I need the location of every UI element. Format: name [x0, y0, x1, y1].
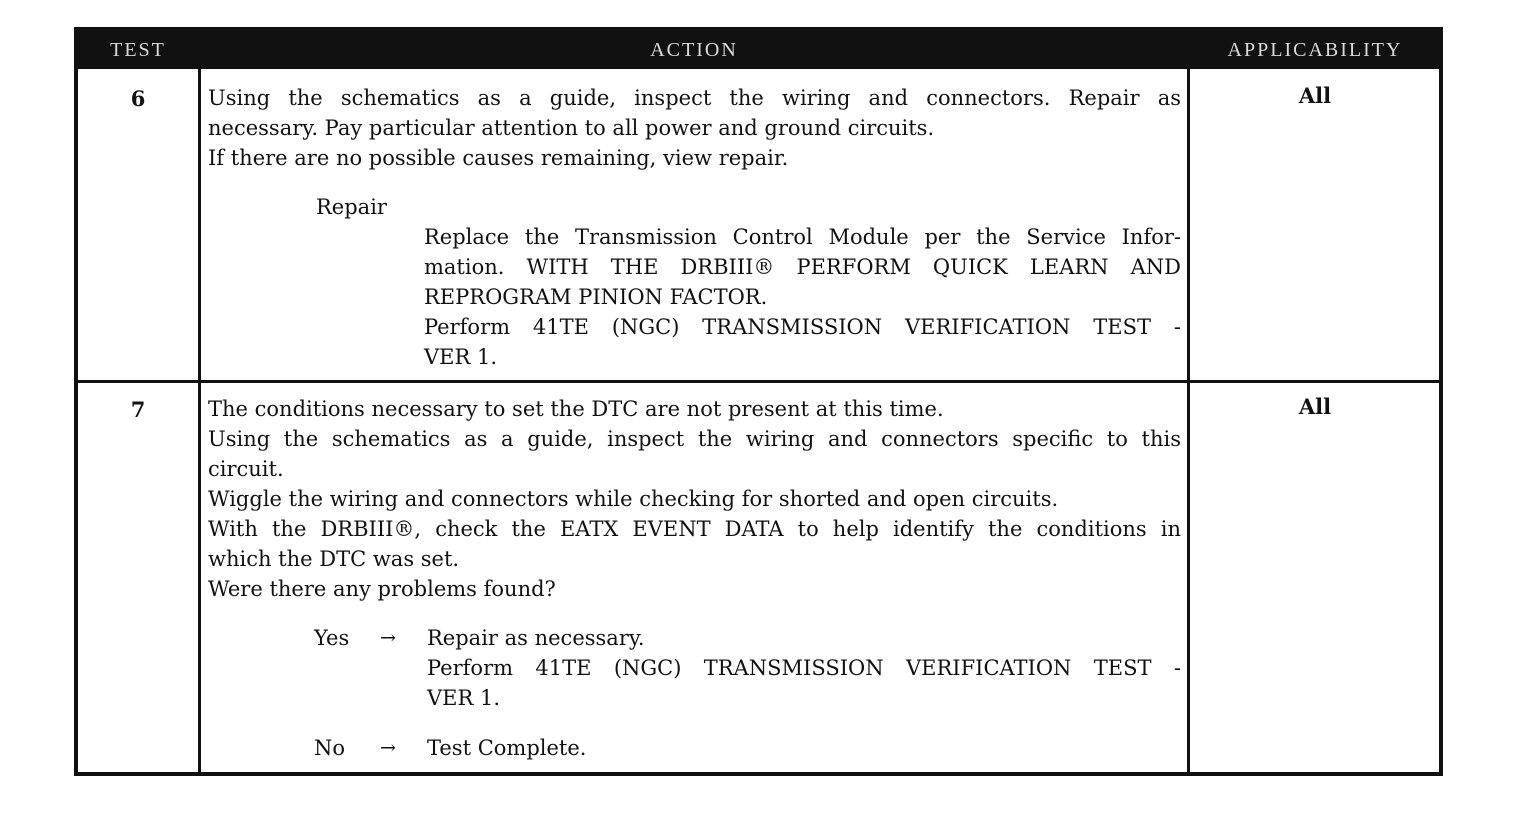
row7-line-5: With the DRBIII®, check the EATX EVENT DATA to help identify the conditions in [208, 517, 1181, 541]
repair-line-3: REPROGRAM PINION FACTOR. [424, 285, 768, 309]
repair-line-4: Perform 41TE (NGC) TRANSMISSION VERIFICATION TEST - [424, 315, 1181, 339]
test-number: 7 [130, 397, 146, 422]
row7-line-4: Wiggle the wiring and connectors while checking for shorted and open circuits. [208, 487, 1059, 511]
row6-line-2: necessary. Pay particular attention to all power and ground circuits. [208, 116, 935, 140]
test-number: 6 [130, 86, 146, 111]
column-divider-test [198, 69, 201, 776]
row6-line-3: If there are no possible causes remaining, view repair. [208, 146, 789, 170]
row7-line-1: The conditions necessary to set the DTC are not present at this time. [208, 397, 944, 421]
arrow-icon: → [380, 627, 396, 649]
table-header [78, 31, 1439, 69]
yes-line-3: VER 1. [427, 686, 501, 710]
arrow-icon: → [380, 737, 396, 759]
row7-line-3: circuit. [208, 457, 284, 481]
row7-line-7: Were there any problems found? [208, 577, 556, 601]
repair-line-5: VER 1. [424, 345, 498, 369]
header-test: TEST [110, 39, 166, 61]
applicability-value: All [1298, 394, 1332, 419]
repair-line-2: mation. WITH THE DRBIII® PERFORM QUICK LEARN AND [424, 255, 1181, 279]
no-label: No [314, 736, 346, 760]
applicability-value: All [1298, 83, 1332, 108]
no-line-1: Test Complete. [427, 736, 587, 760]
column-divider-applicability [1187, 69, 1190, 776]
row-divider [78, 380, 1439, 383]
diagnostic-table [74, 27, 1443, 776]
row6-line-1: Using the schematics as a guide, inspect the wiring and connectors. Repair as [208, 86, 1181, 110]
header-applicability: APPLICABILITY [1227, 39, 1403, 61]
header-action: ACTION [650, 39, 738, 61]
yes-line-1: Repair as necessary. [427, 626, 645, 650]
row7-line-6: which the DTC was set. [208, 547, 460, 571]
yes-label: Yes [314, 626, 350, 650]
yes-line-2: Perform 41TE (NGC) TRANSMISSION VERIFICATION TEST - [427, 656, 1181, 680]
repair-label: Repair [316, 195, 387, 219]
row7-line-2: Using the schematics as a guide, inspect the wiring and connectors specific to this [208, 427, 1181, 451]
repair-line-1: Replace the Transmission Control Module per the Service Infor- [424, 225, 1181, 249]
